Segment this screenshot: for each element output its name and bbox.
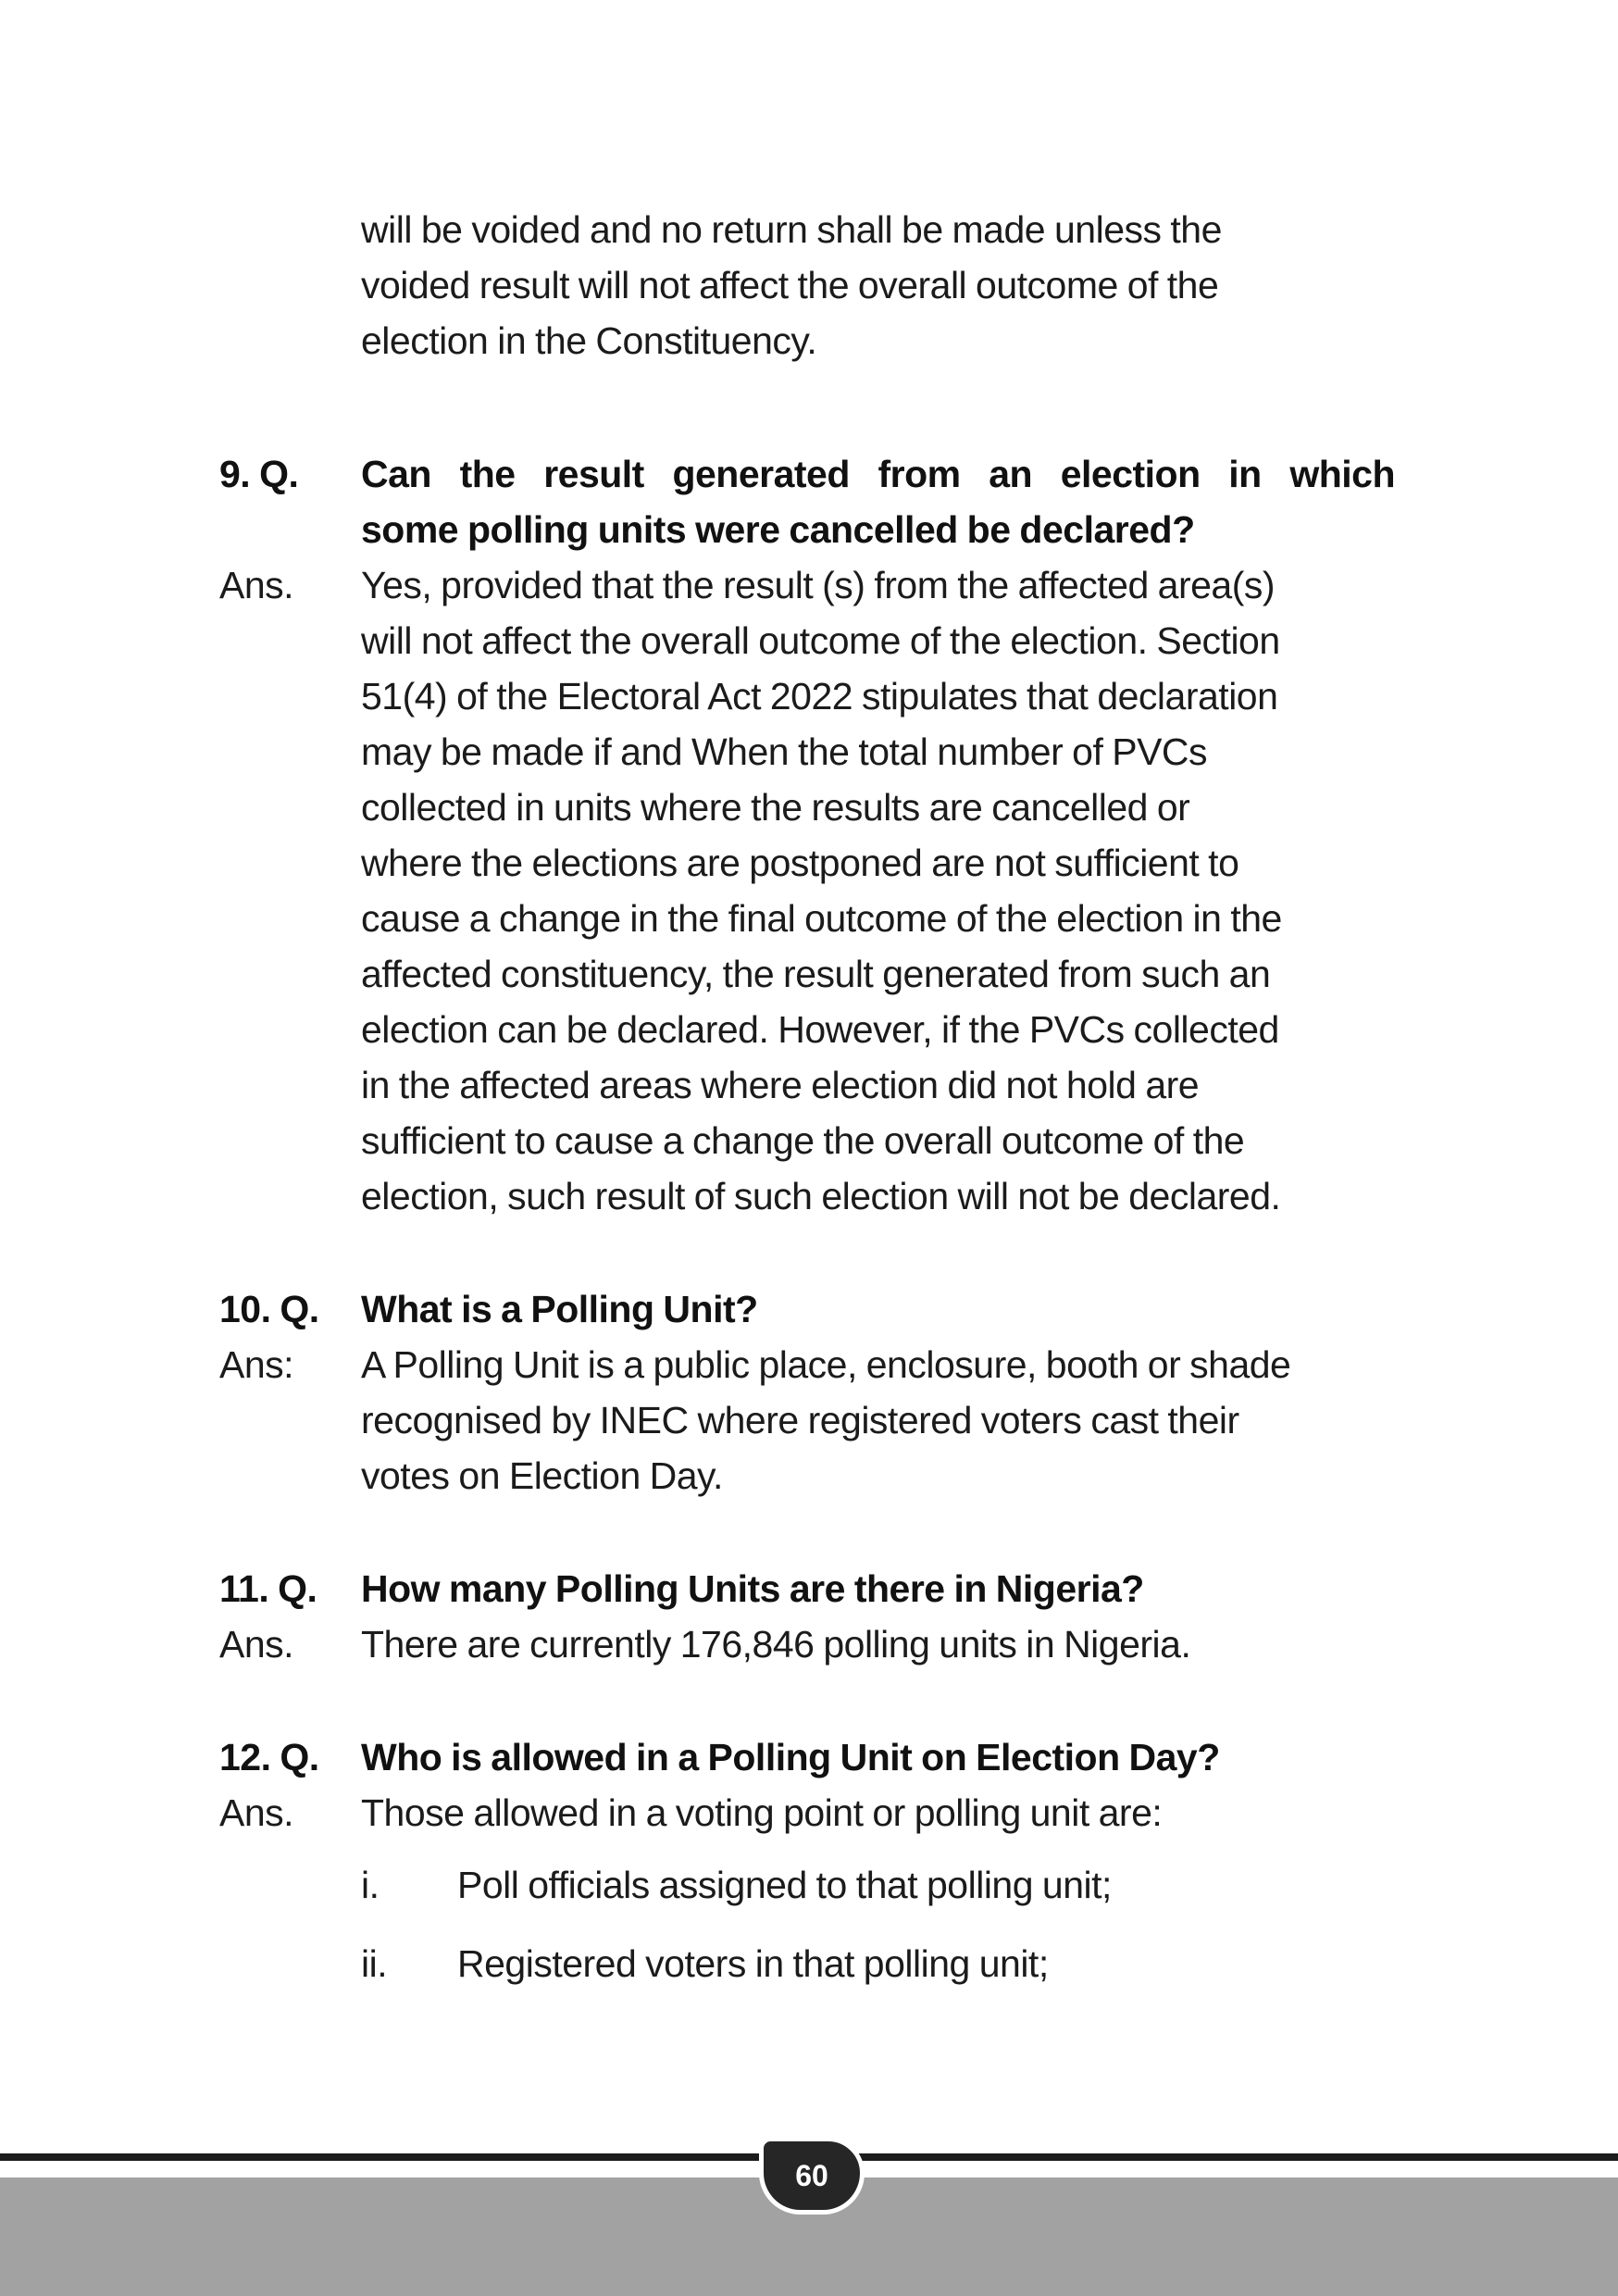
paragraph-line: will be voided and no return shall be made unless the	[361, 208, 1222, 251]
question-number: 9. Q.	[219, 453, 299, 495]
answer-line: There are currently 176,846 polling units in Nigeria.	[361, 1623, 1191, 1666]
sub-item-text: Registered voters in that polling unit;	[457, 1942, 1049, 1985]
answer-line: affected constituency, the result generated from such an	[361, 953, 1271, 995]
qa-item-11	[219, 1561, 1404, 1672]
answer-row	[219, 1616, 1404, 1672]
page-number-badge	[759, 2137, 865, 2215]
question-row	[219, 1729, 1404, 1785]
answer-line: election can be declared. However, if the PVCs collected	[361, 1008, 1279, 1051]
question-line: What is a Polling Unit?	[361, 1288, 758, 1330]
answer-line: cause a change in the final outcome of the election in the	[361, 897, 1282, 940]
answer-line: 51(4) of the Electoral Act 2022 stipulates that declaration	[361, 675, 1278, 718]
question-line: Who is allowed in a Polling Unit on Election Day?	[361, 1736, 1220, 1778]
sub-item-marker: i.	[361, 1864, 380, 1906]
answer-line: Those allowed in a voting point or polling unit are:	[361, 1791, 1163, 1834]
question-row	[219, 446, 1404, 557]
answer-body	[361, 1337, 1395, 1504]
question-body	[361, 1729, 1395, 1785]
answer-line: votes on Election Day.	[361, 1454, 723, 1497]
answer-line: collected in units where the results are cancelled or	[361, 786, 1190, 829]
answer-row	[219, 1785, 1404, 1991]
answer-line: sufficient to cause a change the overall outcome of the	[361, 1119, 1245, 1162]
answer-sub-item	[361, 1936, 1395, 1991]
answer-line: election, such result of such election will not be declared.	[361, 1175, 1281, 1217]
question-line: some polling units were cancelled be declared?	[361, 508, 1195, 551]
answer-body	[361, 557, 1395, 1224]
paragraph-line: voided result will not affect the overall outcome of the	[361, 264, 1219, 306]
question-number: 10. Q.	[219, 1288, 319, 1330]
answer-line: recognised by INEC where registered voters cast their	[361, 1399, 1239, 1441]
answer-label: Ans.	[219, 1623, 294, 1666]
question-number: 11. Q.	[219, 1567, 317, 1610]
answer-line: Yes, provided that the result (s) from the affected area(s)	[361, 564, 1276, 606]
answer-body	[361, 1616, 1395, 1672]
answer-line: where the elections are postponed are not sufficient to	[361, 842, 1239, 884]
answer-label: Ans.	[219, 564, 294, 606]
answer-label: Ans:	[219, 1343, 294, 1386]
sub-item-marker: ii.	[361, 1942, 388, 1985]
question-row	[219, 1281, 1404, 1337]
answer-line: will not affect the overall outcome of the election. Section	[361, 619, 1280, 662]
answer-body	[361, 1785, 1395, 1991]
question-body	[361, 446, 1395, 557]
sub-item-text: Poll officials assigned to that polling unit;	[457, 1864, 1112, 1906]
answer-line: A Polling Unit is a public place, enclosure, booth or shade	[361, 1343, 1291, 1386]
page-number: 60	[795, 2159, 828, 2192]
qa-item-9	[219, 446, 1404, 1224]
question-body	[361, 1561, 1395, 1616]
answer-label: Ans.	[219, 1791, 294, 1834]
question-line: How many Polling Units are there in Nigeria?	[361, 1567, 1144, 1610]
answer-row	[219, 557, 1404, 1224]
answer-row	[219, 1337, 1404, 1504]
question-row	[219, 1561, 1404, 1616]
answer-sub-item	[361, 1857, 1395, 1913]
answer-line: may be made if and When the total number of PVCs	[361, 730, 1208, 773]
qa-item-12	[219, 1729, 1404, 1991]
question-line: Can the result generated from an election in which	[361, 453, 1395, 495]
question-number: 12. Q.	[219, 1736, 319, 1778]
page-content	[219, 202, 1404, 1991]
answer-line: in the affected areas where election did not hold are	[361, 1064, 1200, 1106]
intro-paragraph	[219, 202, 1404, 368]
question-body	[361, 1281, 1395, 1337]
qa-item-10	[219, 1281, 1404, 1504]
intro-paragraph-body	[361, 202, 1395, 368]
paragraph-line: election in the Constituency.	[361, 319, 817, 362]
